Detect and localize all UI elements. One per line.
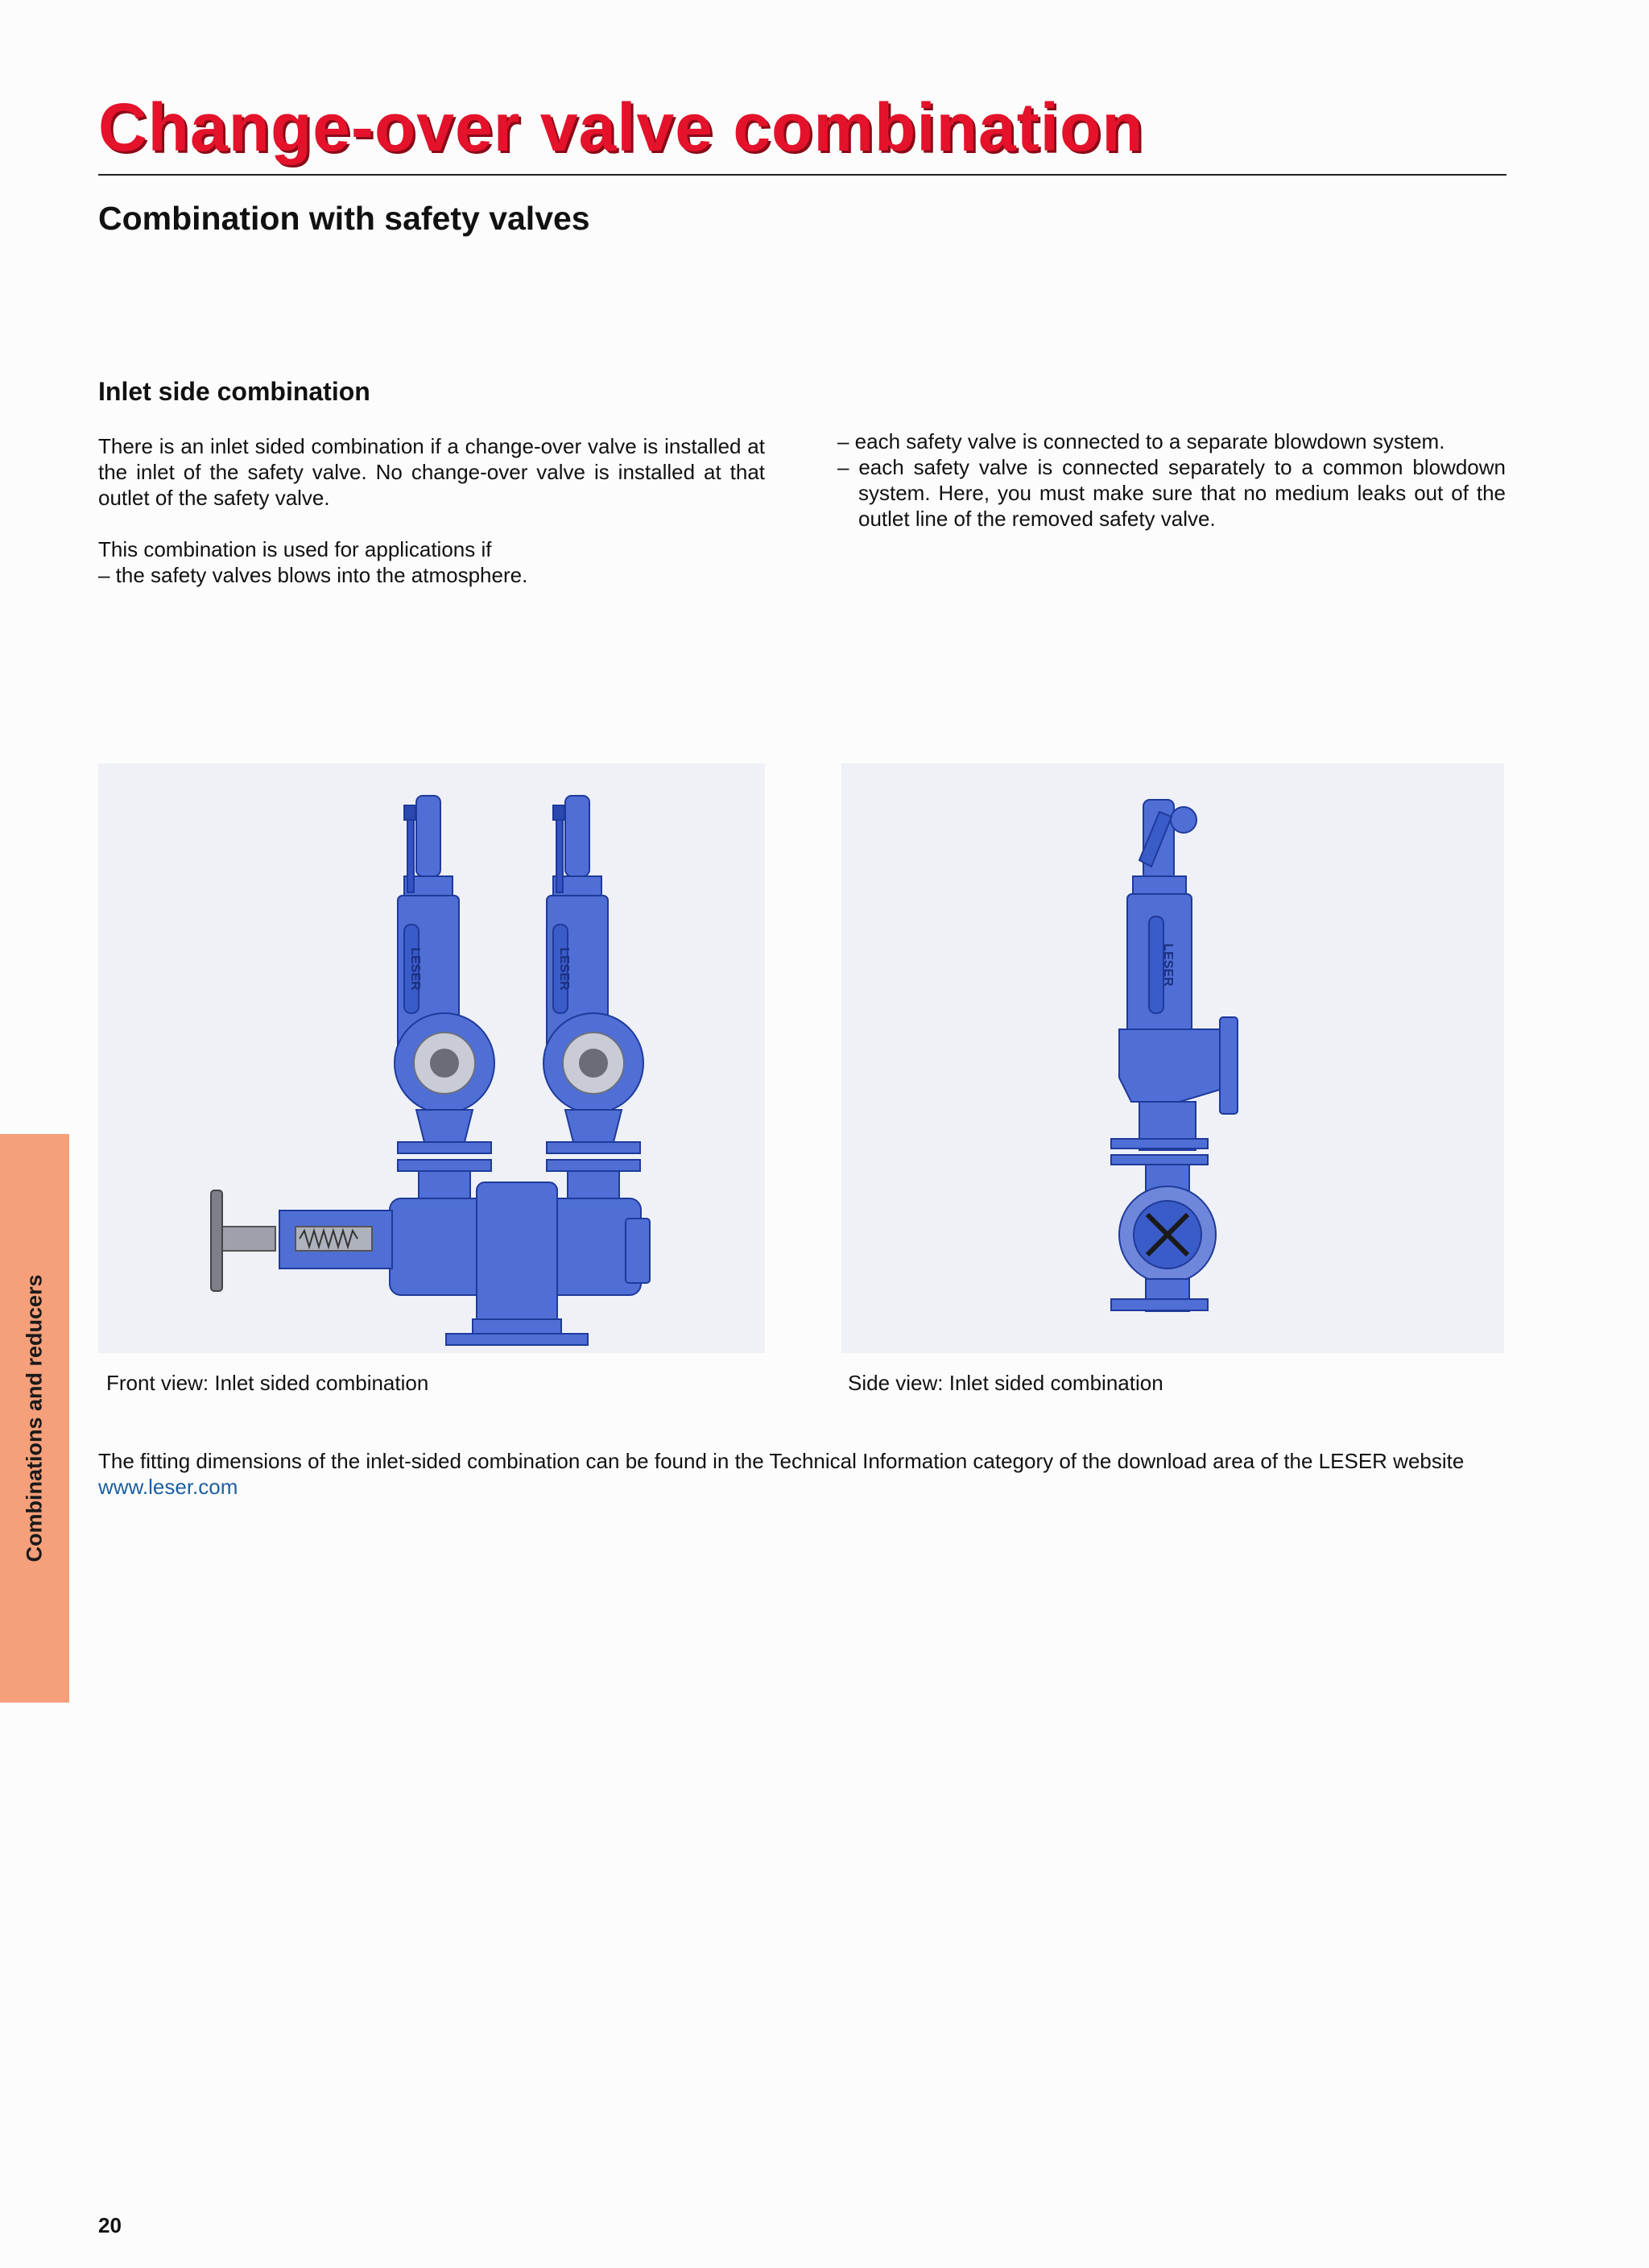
page-title: Change-over valve combination [98, 89, 1144, 165]
applications-intro: This combination is used for applications if [98, 537, 492, 561]
website-link[interactable]: www.leser.com [98, 1475, 238, 1499]
handwheel-assembly [211, 1190, 392, 1291]
change-over-valve-body [390, 1171, 650, 1345]
left-text-column [98, 433, 765, 588]
right-text-column [837, 428, 1506, 532]
footnote [98, 1448, 1515, 1500]
application-bullet: – the safety valves blows into the atmosphere. [98, 563, 528, 587]
brand-mark-side: LESER [1161, 943, 1175, 987]
title-divider [98, 174, 1506, 176]
front-view-illustration [98, 764, 765, 1353]
section-heading: Inlet side combination [98, 377, 370, 406]
side-view-illustration [841, 764, 1504, 1353]
side-view-caption: Side view: Inlet sided combination [848, 1371, 1163, 1395]
page-number: 20 [98, 2213, 122, 2237]
footnote-text: The fitting dimensions of the inlet-sided combination can be found in the Technical Information category of the download area of the LESER website [98, 1449, 1465, 1473]
front-view-caption: Front view: Inlet sided combination [106, 1371, 429, 1395]
application-bullet: – each safety valve is connected separately to a common blowdown system. Here, you must make sure that no medium leaks out of the outlet line of the removed safety valve. [837, 455, 1506, 531]
chapter-side-tab [0, 1134, 69, 1703]
side-view-figure [841, 764, 1504, 1353]
page-subtitle: Combination with safety valves [98, 200, 590, 237]
application-bullet: – each safety valve is connected to a separate blowdown system. [837, 429, 1445, 453]
intro-paragraph: There is an inlet sided combination if a change-over valve is installed at the inlet of the safety valve. No change-over valve is installed at that outlet of the safety valve. [98, 434, 765, 510]
front-view-figure [98, 764, 765, 1353]
brand-mark-right: LESER [557, 947, 571, 991]
chapter-tab-label: Combinations and reducers [22, 1274, 47, 1562]
brand-mark-left: LESER [408, 947, 422, 991]
safety-valve-side [1111, 800, 1238, 1311]
